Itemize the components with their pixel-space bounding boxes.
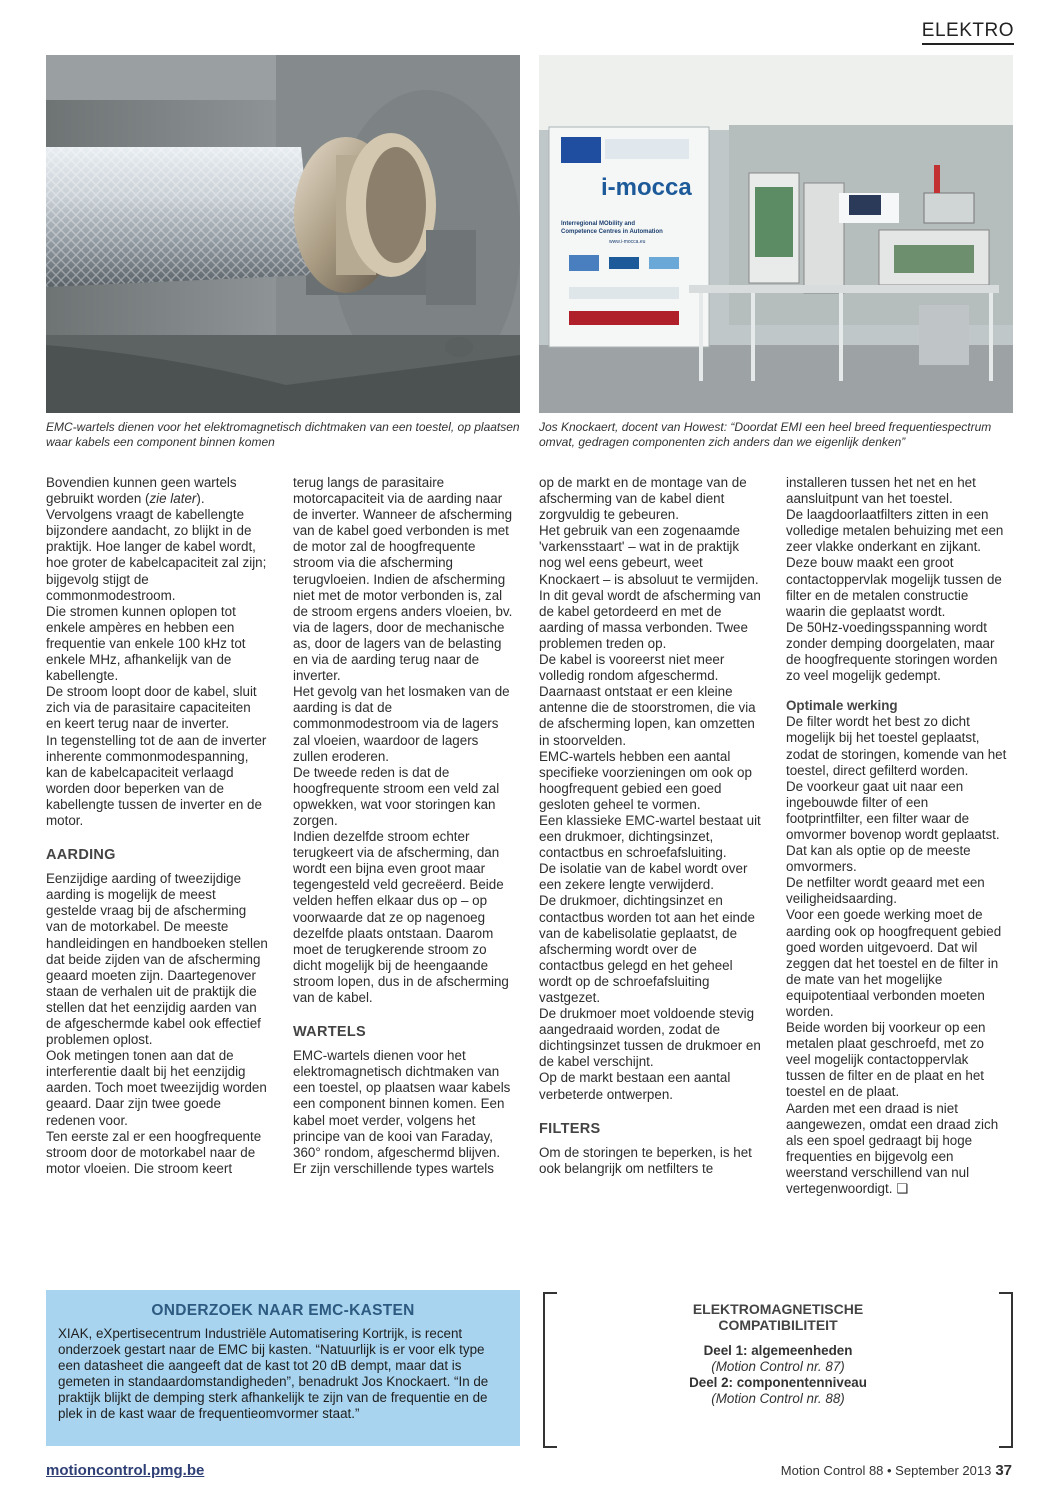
article-column-3	[539, 475, 761, 1177]
footer-issue-text: Motion Control 88 • September 2013	[780, 1463, 992, 1478]
text-run: ). Vervolgens vraagt de kabellengte bijzondere aandacht, zo blijkt in de praktijk. Hoe langer de kabel wordt, hoe groter de kabelcapaciteit zal zijn; bijgevolg stijgt de commonmodestroom.	[46, 491, 267, 603]
paragraph: Een klassieke EMC-wartel bestaat uit een drukmoer, dichtingsinzet, contactbus en schroefafsluiting.	[539, 812, 761, 861]
paragraph	[786, 1101, 1008, 1198]
paragraph: De voorkeur gaat uit naar een ingebouwde filter of een footprintfilter, een filter waar de omvormer bovenop wordt geplaatst. Dat kan als optie op de meeste omvormers.	[786, 778, 1000, 875]
article-column-1	[46, 475, 268, 1177]
footer-url-link[interactable]: motioncontrol.pmg.be	[46, 1462, 205, 1479]
paragraph: terug langs de parasitaire motorcapaciteit via de aarding naar de inverter. Wanneer de afscherming van de kabel goed verbonden is met de motor zal de hoogfrequente stroom via die afscherming terugvloeien. Indien de afscherming niet met de motor verbonden is, zal de stroom ergens anders vloeien, bv. via de lagers, door de mechanische as, door de lagers van de belasting en via de aarding terug naar de inverter.	[293, 475, 513, 684]
paragraph: In dit geval wordt de afscherming van de kabel getordeerd en met de aarding of massa verbonden. Twee problemen treden op.	[539, 587, 761, 651]
text-run: Bovendien kunnen geen wartels gebruikt worden (	[46, 475, 237, 507]
paragraph: De isolatie van de kabel wordt over een zekere lengte verwijderd.	[539, 861, 748, 893]
paragraph: EMC-wartels hebben een aantal specifieke voorzieningen om ook op hoogfrequent gebied een goed gesloten geheel te vormen.	[539, 748, 752, 812]
banner-line2: Competence Centres in Automation	[561, 229, 663, 235]
paragraph: Er zijn verschillende types wartels	[293, 1160, 494, 1176]
article-column-4	[786, 475, 1008, 1197]
paragraph: Het gevolg van het losmaken van de aarding is dat de commonmodestroom via de lagers zal vloeien, waardoor de lagers zullen eroderen.	[293, 684, 510, 764]
paragraph	[46, 475, 268, 604]
photo-demo-setup	[539, 55, 1013, 413]
paragraph: Ook metingen tonen aan dat de interferentie daalt bij het eenzijdig aarden. Toch moet tweezijdig worden geaard. Daar zijn twee goede redenen voor.	[46, 1048, 267, 1128]
paragraph: Eenzijdige aarding of tweezijdige aarding is mogelijk de meest gestelde vraag bij de afscherming van de motorkabel. De meeste handleidingen en handboeken stellen dat beide zijden van de afscherming geaard moeten zijn. Daartegenover staan de verhalen uit de praktijk die stellen dat het eenzijdig aarden van de afgeschermde kabel ook effectief problemen oplost.	[46, 871, 268, 1048]
series-title-line2: COMPATIBILITEIT	[718, 1317, 838, 1334]
paragraph: De drukmoer moet voldoende stevig aangedraaid worden, zodat de dichtingsinzet tussen de drukmoer en de kabel verschijnt.	[539, 1006, 761, 1070]
banner-url: www.i-mocca.eu	[609, 239, 646, 245]
heading-filters: FILTERS	[539, 1120, 601, 1137]
page-number: 37	[995, 1462, 1012, 1479]
paragraph: Deze bouw maakt een groot contactoppervlak mogelijk tussen de filter en de metalen constructie waarin die geplaatst wordt.	[786, 555, 1002, 619]
series-part-2: Deel 2: componentenniveau	[689, 1375, 867, 1391]
banner-logo: i-mocca	[601, 174, 692, 201]
heading-optimale-werking: Optimale werking	[786, 698, 898, 714]
paragraph: De drukmoer, dichtingsinzet en contactbus worden tot aan het einde van de kabelisolatie geplaatst, de afscherming wordt over de contactbus gelegd en het geheel wordt op de schroefafsluiting vastgezet.	[539, 893, 755, 1005]
sidebox-emc-kasten	[46, 1290, 520, 1446]
paragraph: Ten eerste zal er een hoogfrequente stroom door de motorkabel naar de motor vloeien. Die stroom keert	[46, 1128, 262, 1176]
sidebox-text: XIAK, eXpertisecentrum Industriële Automatisering Kortrijk, is recent onderzoek gestart naar de EMC bij kasten. “Natuurlijk is er voor elk type een datasheet die aangeeft dat de kast tot 20 dB dempt, maar dat is gemeten in standaardomstandigheden”, benadrukt Jos Knockaert. “In de praktijk blijkt de demping sterk afhankelijk te zijn van de frequentie en de plek in de kast waar de frequentieomvormer staat.”	[58, 1326, 489, 1422]
article-column-2	[293, 475, 515, 1177]
paragraph: EMC-wartels dienen voor het elektromagnetisch dichtmaken van een toestel, op plaatsen waar kabels een component binnen komen. Een kabel moet verder, volgens het principe van de kooi van Faraday, 360° rondom, afgeschermd blijven.	[293, 1048, 511, 1160]
paragraph: De stroom loopt door de kabel, sluit zich via de parasitaire capaciteiten en keert terug naar de inverter.	[46, 684, 257, 732]
caption-left: EMC-wartels dienen voor het elektromagnetisch dichtmaken van een toestel, op plaatsen waar kabels een component binnen komen	[46, 420, 520, 449]
text-run: Aarden met een draad is niet aangewezen, omdat een draad zich als een spoel gedraagt bij hoge frequenties en bijgevolg een weerstand verschillend van nul vertegenwoordigt.	[786, 1100, 999, 1197]
paragraph: De tweede reden is dat de hoogfrequente stroom een veld zal opwekken, wat voor storingen kan zorgen.	[293, 764, 500, 828]
paragraph: Voor een goede werking moet de aarding ook op hoogfrequent gebied goed worden uitgevoerd. Dat wil zeggen dat het toestel en de filter in de mate van het mogelijke equipotentiaal verbonden moeten worden.	[786, 907, 1002, 1019]
paragraph: Indien dezelfde stroom echter terugkeert via de afscherming, dan wordt een bijna even groot maar tegengesteld veld gecreëerd. Beide velden heffen elkaar dus op – op voorwaarde dat ze op nagenoeg dezelfde plaats ontstaan. Daarom moet de terugkerende stroom zo dicht mogelijk bij de heengaande stroom lopen, dus in de afscherming van de kabel.	[293, 829, 509, 1005]
footer-issue	[781, 1462, 1012, 1479]
paragraph: De 50Hz-voedingsspanning wordt zonder demping doorgelaten, maar de hoogfrequente storingen worden zo veel mogelijk gedempt.	[786, 619, 998, 684]
paragraph: Beide worden bij voorkeur op een metalen plaat geschroefd, met zo veel mogelijk contactoppervlak tussen de filter en de plaat en het toestel en de plaat.	[786, 1020, 986, 1100]
bracket-left	[543, 1292, 557, 1448]
paragraph: Daarnaast ontstaat er een kleine antenne die de stoorstromen, die via de afscherming lopen, kan omzetten in stoorvelden.	[539, 684, 756, 748]
banner-line1: Interregional MObility and	[561, 221, 636, 227]
paragraph: In tegenstelling tot de aan de inverter inherente commonmodespanning, kan de kabelcapaciteit verlaagd worden door beperken van de kabellengte tussen de inverter en de motor.	[46, 732, 267, 828]
text-run-italic: zie later	[149, 491, 197, 507]
series-part-1: Deel 1: algemeenheden	[703, 1343, 853, 1359]
series-box	[543, 1292, 1013, 1444]
section-label: ELEKTRO	[922, 20, 1014, 45]
paragraph: Op de markt bestaan een aantal verbeterde ontwerpen.	[539, 1070, 731, 1102]
series-content	[563, 1301, 993, 1408]
paragraph: Die stromen kunnen oplopen tot enkele ampères en hebben een frequentie van enkele 100 kHz tot enkele MHz, afhankelijk van de kabellengte.	[46, 603, 246, 684]
heading-wartels: WARTELS	[293, 1024, 366, 1041]
paragraph: De laagdoorlaatfilters zitten in een volledige metalen behuizing met een zeer vlakke onderkant en zijkant.	[786, 507, 1004, 555]
series-ref-2: (Motion Control nr. 88)	[711, 1391, 845, 1407]
paragraph: Het gebruik van een zogenaamde 'varkensstaart' – wat in de praktijk nog wel eens gebeurt, weet Knockaert – is absoluut te vermijden.	[539, 523, 759, 587]
paragraph: installeren tussen het net en het aansluitpunt van het toestel.	[786, 475, 976, 507]
paragraph: op de markt en de montage van de afscherming van de kabel dient zorgvuldig te gebeuren.	[539, 475, 747, 523]
bracket-right	[999, 1292, 1013, 1448]
caption-right: Jos Knockaert, docent van Howest: “Doordat EMI een heel breed frequentiespectrum omvat, gedragen componenten zich anders dan we eigenlijk denken”	[539, 420, 992, 449]
paragraph: Om de storingen te beperken, is het ook belangrijk om netfilters te	[539, 1144, 752, 1176]
sidebox-title: ONDERZOEK NAAR EMC-KASTEN	[151, 1302, 415, 1319]
series-ref-1: (Motion Control nr. 87)	[711, 1359, 845, 1375]
paragraph: De filter wordt het best zo dicht mogelijk bij het toestel geplaatst, zodat de storingen, komende van het toestel, direct gefilterd worden.	[786, 714, 1007, 778]
photo-emc-gland	[46, 55, 520, 413]
paragraph: De netfilter wordt geaard met een veiligheidsaarding.	[786, 875, 985, 907]
end-mark-icon: ❑	[896, 1181, 909, 1197]
heading-aarding: AARDING	[46, 847, 116, 864]
series-title-line1: ELEKTROMAGNETISCHE	[692, 1301, 864, 1317]
paragraph: De kabel is vooreerst niet meer volledig rondom afgeschermd.	[539, 652, 725, 684]
